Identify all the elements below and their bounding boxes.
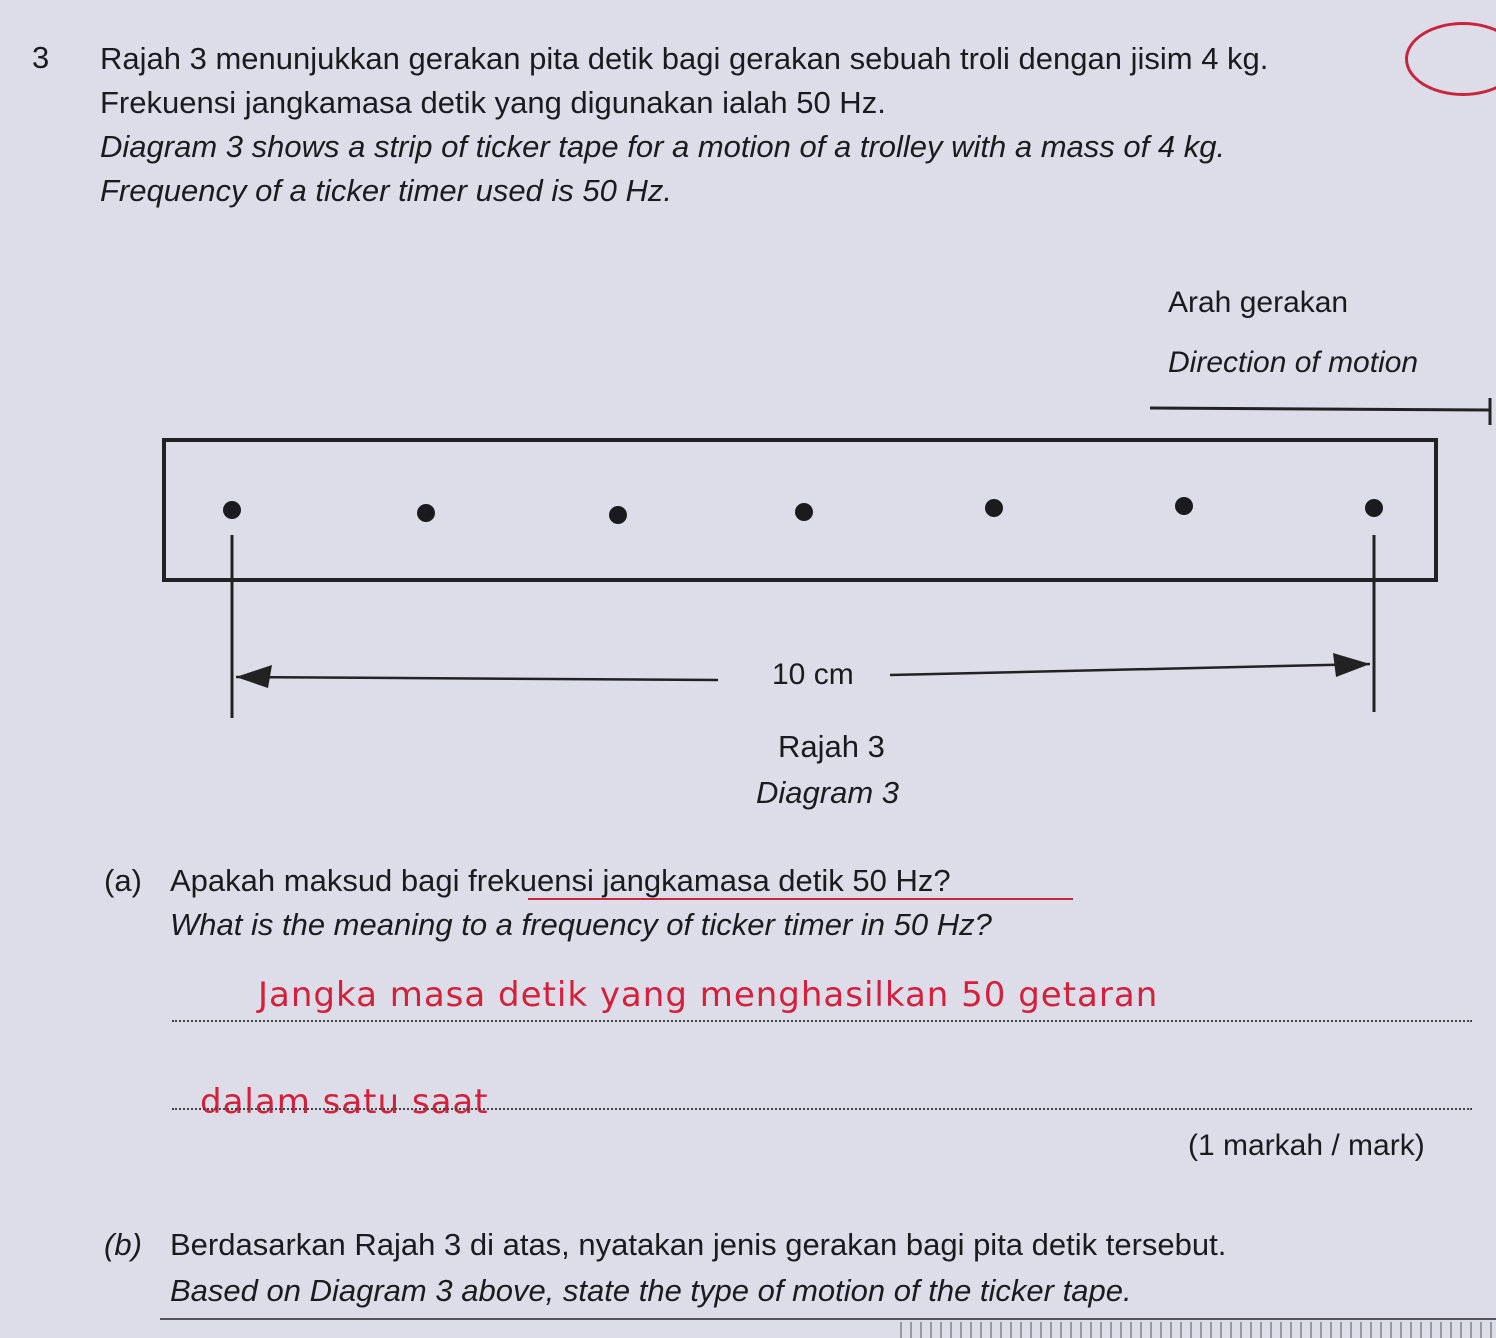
diagram-caption-ms: Rajah 3 (778, 729, 885, 764)
dimension-line-left (236, 677, 718, 680)
tape-dot-6 (1175, 497, 1193, 515)
tape-dot-1 (223, 501, 241, 519)
dimension-line-right (890, 664, 1370, 675)
red-underline-annotation (528, 898, 1073, 900)
dimension-arrowhead-left (236, 665, 272, 688)
tape-dot-5 (985, 499, 1003, 517)
part-a-label: (a) (104, 863, 142, 898)
direction-arrow-line (1150, 408, 1490, 410)
ruler-edge (900, 1322, 1496, 1338)
tape-dot-3 (609, 506, 627, 524)
answer-line-1 (172, 1020, 1472, 1022)
question-number: 3 (32, 40, 50, 75)
part-a-answer-line1: Jangka masa detik yang menghasilkan 50 getaran (258, 975, 1159, 1015)
direction-label-ms: Arah gerakan (1168, 286, 1349, 319)
part-b-label: (b) (104, 1227, 142, 1262)
part-b-question-en: Based on Diagram 3 above, state the type of motion of the ticker tape. (170, 1273, 1132, 1308)
part-b-question-ms: Berdasarkan Rajah 3 di atas, nyatakan jenis gerakan bagi pita detik tersebut. (170, 1227, 1227, 1262)
part-a-marks (1188, 1128, 1425, 1164)
part-a-question-ms: Apakah maksud bagi frekuensi jangkamasa detik 50 Hz? (170, 863, 951, 898)
question-text-en-line1: Diagram 3 shows a strip of ticker tape for a motion of a trolley with a mass of 4 kg. (100, 129, 1226, 164)
answer-line-2 (172, 1108, 1472, 1110)
part-a-answer-line2: dalam satu saat (200, 1082, 489, 1122)
dimension-arrowhead-right (1333, 653, 1370, 677)
diagram-caption-en: Diagram 3 (756, 775, 899, 810)
tape-dot-4 (795, 503, 813, 521)
page-bottom-rule (160, 1318, 1496, 1320)
tape-dot-2 (417, 504, 435, 522)
question-text-ms-line1: Rajah 3 menunjukkan gerakan pita detik bagi gerakan sebuah troli dengan jisim 4 kg. (100, 41, 1269, 76)
part-a-question-en: What is the meaning to a frequency of ticker timer in 50 Hz? (170, 907, 992, 942)
question-text-en-line2: Frequency of a ticker timer used is 50 Hz. (100, 173, 673, 208)
ticker-dots (223, 497, 1383, 524)
direction-label-en: Direction of motion (1168, 346, 1419, 379)
dimension-label: 10 cm (772, 658, 854, 691)
tape-dot-7 (1365, 499, 1383, 517)
marks-text: (1 markah / mark) (1188, 1129, 1425, 1162)
question-text-ms-line2: Frekuensi jangkamasa detik yang digunakan ialah 50 Hz. (100, 85, 886, 120)
